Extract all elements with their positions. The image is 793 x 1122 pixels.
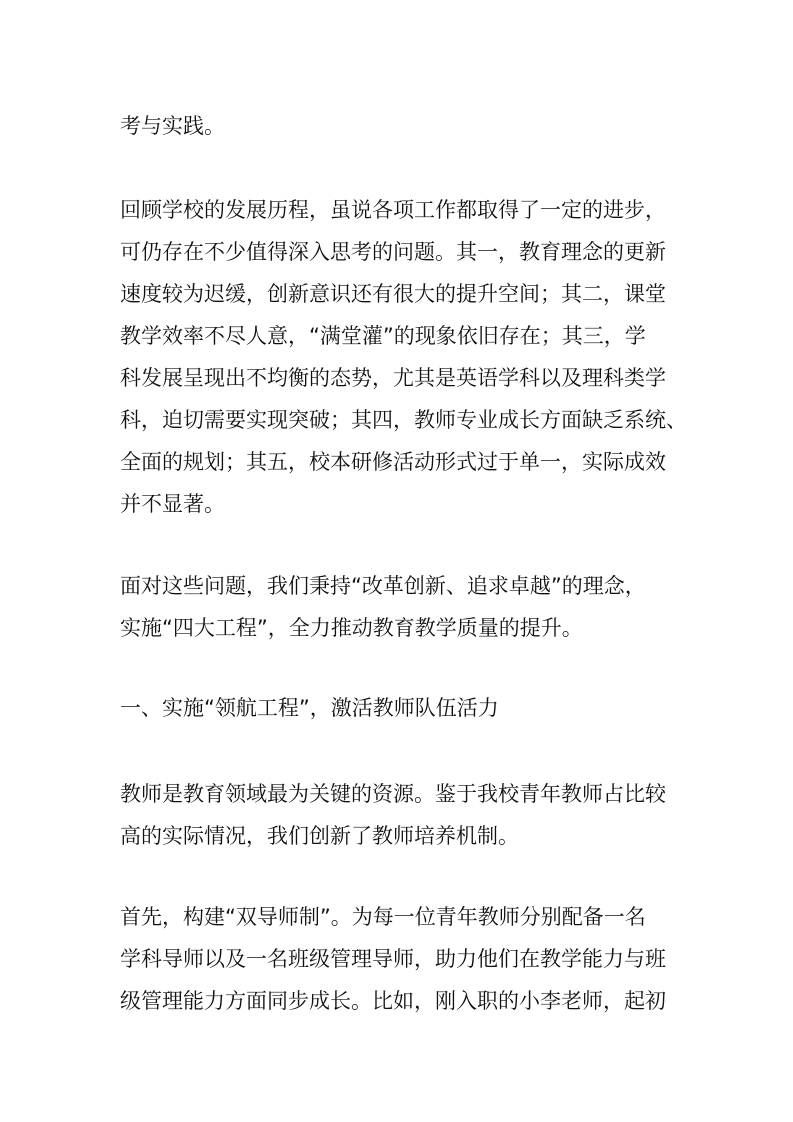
text-line: 面对这些问题，我们秉持“改革创新、追求卓越”的理念， (120, 574, 646, 598)
text-line: 教学效率不尽人意，“满堂灌”的现象依旧存在；其三，学 (120, 324, 646, 348)
text-line: 高的实际情况，我们创新了教师培养机制。 (120, 824, 519, 848)
text-line: 科，迫切需要实现突破；其四，教师专业成长方面缺乏系统、 (120, 408, 687, 432)
text-line: 教师是教育领域最为关键的资源。鉴于我校青年教师占比较 (120, 782, 666, 806)
text-line: 速度较为迟缓，创新意识还有很大的提升空间；其二，课堂 (120, 282, 666, 306)
text-line: 科发展呈现出不均衡的态势，尤其是英语学科以及理科类学 (120, 366, 666, 390)
section-heading: 一、实施“领航工程”，激活教师队伍活力 (120, 696, 499, 720)
text-line: 实施“四大工程”，全力推动教育教学质量的提升。 (120, 616, 583, 640)
text-line: 可仍存在不少值得深入思考的问题。其一，教育理念的更新 (120, 240, 666, 264)
text-line: 并不显著。 (120, 492, 225, 516)
text-line: 首先，构建“双导师制”。为每一位青年教师分别配备一名 (120, 905, 646, 929)
text-line: 全面的规划；其五，校本研修活动形式过于单一，实际成效 (120, 450, 666, 474)
text-line: 考与实践。 (120, 114, 225, 138)
text-line: 回顾学校的发展历程，虽说各项工作都取得了一定的进步， (120, 198, 666, 222)
text-line: 级管理能力方面同步成长。比如，刚入职的小李老师，起初 (120, 989, 666, 1013)
text-line: 学科导师以及一名班级管理导师，助力他们在教学能力与班 (120, 947, 666, 971)
